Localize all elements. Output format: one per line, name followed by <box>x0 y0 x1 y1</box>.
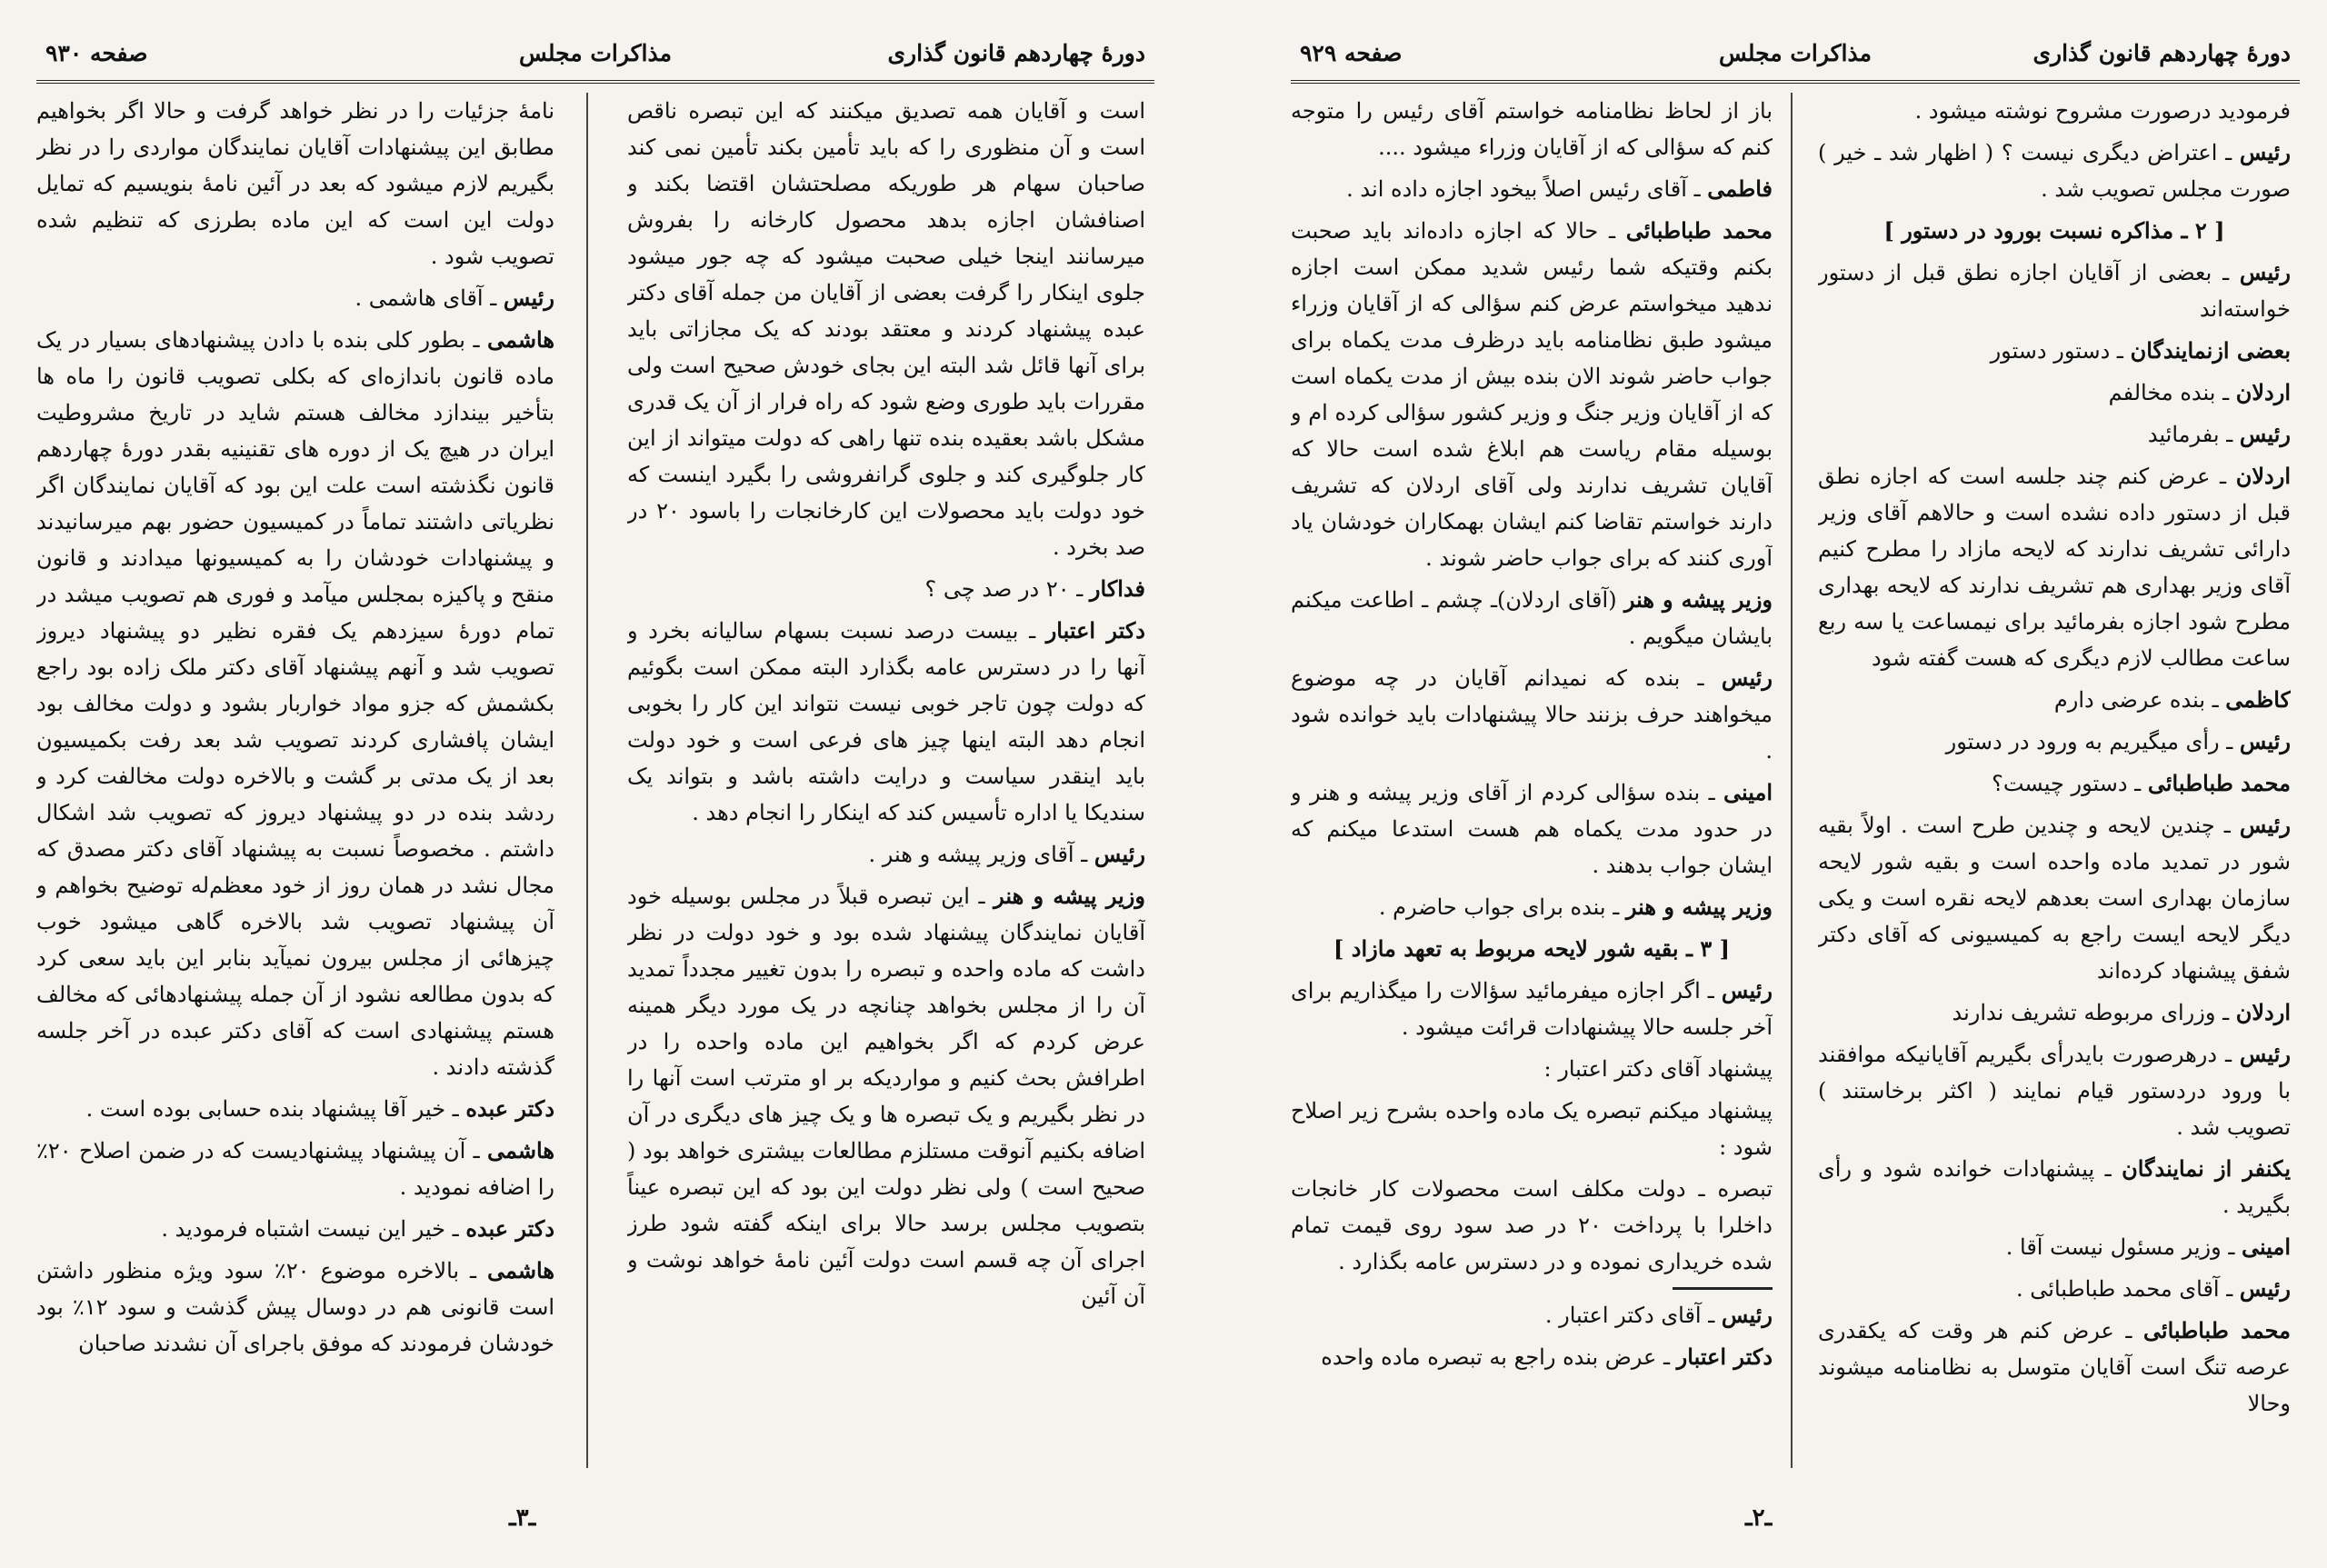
speaker-name: محمد طباطبائی <box>1625 217 1773 244</box>
paragraph-text: ـ بنده سؤالی کردم از آقای وزیر پیشه و هنر و در حدود مدت یکماه هم هست استدعا میکنم که ایشان جواب بدهند . <box>1291 780 1773 878</box>
speech-paragraph <box>36 280 554 316</box>
header-title: مذاکرات مجلس <box>518 40 673 66</box>
running-header <box>36 35 1154 84</box>
header-page-number: صفحه ۹۲۹ <box>1300 40 1403 66</box>
separator-rule <box>1673 1287 1773 1290</box>
paragraph-text: ـ بیست درصد نسبت بسهام سالیانه بخرد و آنها را در دسترس عامه بگذارد البته ممکن است بگوئیم که دولت چون تاجر خوبی نیست نتواند این کار را بخوبی انجام دهد البته اینها چیز های فرعی است و خود دولت باید اینقدر سیاست و درایت داشته باشد و بتواند یک سندیکا یا اداره تأسیس کند که اینکار را انجام دهد . <box>627 618 1145 825</box>
speech-paragraph <box>1291 582 1773 654</box>
speech-paragraph <box>1291 171 1773 207</box>
paragraph-text: ـ اگر اجازه میفرمائید سؤالات را میگذاریم برای آخر جلسه حالا پیشنهادات قرائت میشود . <box>1291 978 1773 1040</box>
speaker-name: هاشمی <box>487 1137 554 1164</box>
paragraph-text: ـ بالاخره موضوع ۲۰٪ سود ویژه منظور داشتن است قانونی هم در دوسال پیش گذشت و سود ۱۲٪ بود خودشان فرمودند که موفق باجرای آن نشدند صاحبان <box>36 1258 554 1356</box>
speech-paragraph <box>1818 682 2291 718</box>
paragraph-text: ـ رأی میگیریم به ورود در دستور <box>1945 729 2240 754</box>
header-session: دورهٔ چهاردهم قانون گذاری <box>887 40 1145 66</box>
speech-paragraph <box>1818 416 2291 453</box>
folio-number: ـ۳ـ <box>509 1504 536 1532</box>
speaker-name: امینی <box>1723 779 1773 805</box>
speech-paragraph <box>1818 375 2291 411</box>
paragraph-text: ـ آقای دکتر اعتبار . <box>1544 1303 1722 1328</box>
paragraph-text: ـ بعضی از آقایان اجازه نطق قبل از دستور خواسته‌اند <box>1818 260 2291 322</box>
speaker-name: وزیر پیشه و هنر <box>1623 586 1773 613</box>
paragraph-text: (آقای اردلان)ـ چشم ـ اطاعت میکنم بایشان میگویم . <box>1291 587 1773 649</box>
paragraph-text: باز از لحاظ نظامنامه خواستم آقای رئیس را متوجه کنم که سؤالی که از آقایان وزراء میشود .... <box>1291 98 1773 160</box>
text-column-left <box>36 93 554 1486</box>
paragraph-text: پیشنهاد میکنم تبصره یک ماده واحده بشرح زیر اصلاح شود : <box>1291 1098 1773 1160</box>
paragraph-text: ـ بنده مخالفم <box>2108 380 2236 405</box>
speaker-name: رئیس <box>1721 664 1773 691</box>
speaker-name: رئیس <box>2239 139 2291 165</box>
speaker-name: فاطمی <box>1707 175 1773 202</box>
page-929 <box>1254 0 2327 1568</box>
paragraph-text: ـ خیر این نیست اشتباه فرمودید . <box>161 1216 466 1242</box>
speech-paragraph <box>627 613 1145 831</box>
speaker-name: وزیر پیشه و هنر <box>1625 894 1773 920</box>
speech-paragraph <box>1291 660 1773 769</box>
text-column-left <box>1291 93 1773 1486</box>
speech-paragraph <box>627 836 1145 873</box>
text-paragraph <box>1291 1051 1773 1087</box>
paragraph-text: ـ وزرای مربوطه تشریف ندارند <box>1952 1000 2236 1025</box>
speech-paragraph <box>1818 458 2291 676</box>
speech-paragraph <box>627 878 1145 1314</box>
speaker-name: رئیس <box>2239 812 2291 838</box>
column-divider <box>586 93 588 1468</box>
folio-number: ـ۲ـ <box>1745 1504 1773 1532</box>
paragraph-text: ـ آقای محمد طباطبائی . <box>2016 1276 2240 1302</box>
column-divider <box>1791 93 1793 1468</box>
paragraph-text: ـ اعتراض دیگری نیست ؟ ( اظهار شد ـ خیر ) صورت مجلس تصویب شد . <box>1818 140 2291 202</box>
speaker-name: دکتر عبده <box>465 1095 554 1122</box>
speech-paragraph <box>1818 994 2291 1031</box>
speaker-name: دکتر اعتبار <box>1676 1343 1773 1370</box>
text-paragraph <box>1291 1171 1773 1280</box>
paragraph-text: ـ بفرمائید <box>2147 422 2240 447</box>
section-heading: [ ۲ ـ مذاکره نسبت بورود در دستور ] <box>1883 217 2225 244</box>
speech-paragraph <box>1818 724 2291 760</box>
paragraph-text: ـ آقای رئیس اصلاً بیخود اجازه داده اند . <box>1346 176 1708 202</box>
speaker-name: اردلان <box>2235 379 2291 405</box>
speaker-name: رئیس <box>1721 977 1773 1004</box>
paragraph-text: تبصره ـ دولت مکلف است محصولات کار خانجات داخلرا با پرداخت ۲۰ در صد سود روی قیمت تمام شده خریداری نموده و در دسترس عامه بگذارد . <box>1291 1176 1773 1274</box>
paragraph-text: ـ آقای هاشمی . <box>355 285 504 311</box>
speech-paragraph <box>1818 135 2291 207</box>
speaker-name: امینی <box>2241 1233 2291 1260</box>
speaker-name: یکنفر از نمایندگان <box>2122 1155 2291 1182</box>
speaker-name: دکتر اعتبار <box>1045 617 1145 644</box>
speech-paragraph <box>36 1133 554 1205</box>
paragraph-text: ـ بنده که نمیدانم آقایان در چه موضوع میخواهند حرف بزنند حالا پیشنهادات باید خوانده شود . <box>1291 665 1773 764</box>
speech-paragraph <box>1818 1151 2291 1223</box>
paragraph-text: ـ دستور چیست؟ <box>1992 771 2148 796</box>
speaker-name: فداکار <box>1089 575 1145 602</box>
speech-paragraph <box>1818 765 2291 802</box>
speech-paragraph <box>1291 213 1773 576</box>
header-page-number: صفحه ۹۳۰ <box>45 40 148 66</box>
paragraph-text: ـ آن پیشنهاد پیشنهادیست که در ضمن اصلاح ۲۰٪ را اضافه نمودید . <box>36 1138 554 1200</box>
speaker-name: رئیس <box>1721 1302 1773 1328</box>
paragraph-text: ـ حالا که اجازه داده‌اند باید صحبت بکنم وقتیکه شما رئیس شدید ممکن است اجازه ندهید میخواستم عرض کنم سؤالی که از آقایان وزراء میشود طبق نظامنامه باید درظرف مدت یکماه برای جواب حاضر شوند الان بنده بیش از مدت یکماه است که از آقایان وزیر جنگ و وزیر کشور سؤالی کرده ام و بوسیله مقام ریاست هم ابلاغ شده است حالا که آقایان تشریف ندارند ولی آقای اردلان که تشریف دارند خواستم تقاضا کنم ایشان بهمکاران خودشان یاد آوری کنند که برای جواب حاضر شوند . <box>1291 218 1773 571</box>
speech-paragraph <box>1818 255 2291 327</box>
running-header <box>1291 35 2300 84</box>
text-paragraph <box>1291 93 1773 165</box>
speaker-name: رئیس <box>2239 259 2291 285</box>
paragraph-text: ـ خیر آقا پیشنهاد بنده حسابی بوده است . <box>85 1096 466 1122</box>
paragraph-text: ـ عرض بنده راجع به تبصره ماده واحده <box>1321 1344 1677 1370</box>
paragraph-text: ـ وزیر مسئول نیست آقا . <box>2005 1234 2242 1260</box>
text-column-right <box>1818 93 2291 1486</box>
paragraph-text: ـ پیشنهادات خوانده شود و رأی بگیرید . <box>1818 1156 2291 1218</box>
speech-paragraph <box>1291 973 1773 1045</box>
speaker-name: رئیس <box>503 285 554 311</box>
speech-paragraph <box>36 1091 554 1127</box>
paragraph-text: نامهٔ جزئیات را در نظر خواهد گرفت و حالا اگر بخواهیم مطابق این پیشنهادات آقایان نمایندگان مواردی را در نظر بگیریم لازم میشود که بعد در آئین نامهٔ بنویسیم که تمایل دولت این است که این ماده بطرزی که تنظیم شده تصویب شود . <box>36 98 554 269</box>
speech-paragraph <box>1818 1036 2291 1145</box>
speech-paragraph <box>36 322 554 1085</box>
speaker-name: رئیس <box>2239 421 2291 447</box>
paragraph-text: ـ درهرصورت بایدرأی بگیریم آقایانیکه موافقند با ورود دردستور قیام نمایند ( اکثر برخاستند ) تصویب شد . <box>1818 1042 2291 1140</box>
speech-paragraph <box>1818 1313 2291 1422</box>
speaker-name: کاظمی <box>2225 686 2291 713</box>
text-column-right <box>627 93 1145 1486</box>
paragraph-text: پیشنهاد آقای دکتر اعتبار : <box>1543 1056 1773 1082</box>
section-heading: [ ۳ ـ بقیه شور لایحه مربوط به تعهد مازاد ] <box>1333 935 1730 962</box>
header-title: مذاکرات مجلس <box>1718 40 1873 66</box>
speech-paragraph <box>1291 889 1773 925</box>
paragraph-text: ـ بنده عرضی دارم <box>2053 687 2226 713</box>
speech-paragraph <box>36 1211 554 1247</box>
speaker-name: رئیس <box>2239 1275 2291 1302</box>
speaker-name: رئیس <box>1094 841 1145 867</box>
speaker-name: محمد طباطبائی <box>2147 770 2291 796</box>
speaker-name: هاشمی <box>487 326 554 353</box>
paragraph-text: ـ دستور دستور <box>1990 338 2131 364</box>
speech-paragraph <box>1818 333 2291 369</box>
speaker-name: اردلان <box>2235 999 2291 1025</box>
paragraph-text: ـ آقای وزیر پیشه و هنر . <box>868 842 1094 867</box>
speaker-name: دکتر عبده <box>465 1215 554 1242</box>
text-paragraph <box>36 93 554 275</box>
paragraph-text: ـ این تبصره قبلاً در مجلس بوسیله خود آقایان نمایندگان پیشنهاد شده بود و خود دولت در نظر داشت که ماده واحده و تبصره را بدون تغییر مجدداً تمدید آن را از مجلس بخواهد چنانچه در یک مورد دیگر همینه عرض کردم که اگر بخواهیم این ماده واحده را در اطرافش بحث کنیم و مواردیکه بر او مترتب است آنها را در نظر بگیریم و یک تبصره ها و یک چیز های دیگری در آن اضافه بکنیم آنوقت مستلزم مطالعات بیشتری خواهد بود ( صحیح است ) ولی نظر دولت این بود که این تبصره عیناً بتصویب مجلس برسد حالا برای اینکه گفته شود طرز اجرای آن چه قسم است دولت آئین نامهٔ خواهد نوشت و آن آئین <box>627 884 1145 1309</box>
speech-paragraph <box>627 571 1145 607</box>
speech-paragraph <box>1818 1229 2291 1265</box>
speech-paragraph <box>1291 1297 1773 1333</box>
speech-paragraph <box>1291 774 1773 884</box>
speaker-name: رئیس <box>2239 728 2291 754</box>
speech-paragraph <box>1291 1339 1773 1375</box>
text-paragraph <box>627 93 1145 565</box>
text-paragraph <box>1818 93 2291 129</box>
text-paragraph <box>1291 1093 1773 1165</box>
speech-paragraph <box>36 1253 554 1362</box>
speaker-name: وزیر پیشه و هنر <box>994 883 1145 909</box>
speech-paragraph <box>1818 807 2291 989</box>
header-session: دورهٔ چهاردهم قانون گذاری <box>2032 40 2291 66</box>
speaker-name: هاشمی <box>487 1257 554 1283</box>
paragraph-text: ـ عرض کنم هر وقت که یکقدری عرصه تنگ است آقایان متوسل به نظامنامه میشوند وحالا <box>1818 1318 2291 1416</box>
speaker-name: محمد طباطبائی <box>2142 1317 2291 1343</box>
paragraph-text: است و آقایان همه تصدیق میکنند که این تبصره ناقص است و آن منظوری را که باید تأمین بکند تأمین نمی کند صاحبان سهام هر طوریکه مصلحتشان اقتضا بکند و اصنافشان اجازه بدهد محصول کارخانه را بفروش میرسانند اینجا خیلی صحبت میشود که چه جور میشود جلوی اینکار را گرفت بعضی از آقایان من جمله آقای دکتر عبده پیشنهاد کردند و معتقد بودند که یک مجازاتی باید برای آنها قائل شد البته این بجای خودش صحیح است ولی مقررات باید طوری وضع شود که راه فرار از آن یک قدری مشکل باشد بعقیده بنده تنها راهی که دولت میتواند از این کار جلوگیری کند و جلوی گرانفروشی را بگیرد اینست که خود دولت باید محصولات این کارخانجات را باسود ۲۰ در صد بخرد . <box>627 98 1145 560</box>
paragraph-text: ـ ۲۰ در صد چی ؟ <box>924 576 1090 602</box>
paragraph-text: فرمودید درصورت مشروح نوشته میشود . <box>1914 98 2291 124</box>
paragraph-text: ـ عرض کنم چند جلسه است که اجازه نطق قبل از دستور داده نشده است و حالاهم آقای وزیر دارائی تشریف ندارند که لایحه مازاد را مطرح کنیم آقای وزیر بهداری هم تشریف ندارند که لایحه بهداری مطرح شود اجازه بفرمائید برای نیمساعت یا سه ربع ساعت مطالب لازم دیگری که هست گفته شود <box>1818 464 2291 671</box>
paragraph-text: ـ بطور کلی بنده با دادن پیشنهادهای بسیار در یک ماده قانون باندازه‌ای که بکلی تصویب قانون را ماه ها بتأخیر بیندازد مخالف هستم شاید در تاریخ مشروطیت ایران در هیچ یک از دوره های تقنینیه بقدر دورهٔ چهاردهم قانون نگذشته است علت این بود که آقایان نمایندگان اگر نظریاتی داشتند تماماً در کمیسیون حضور بهم میرسانیدند و پیشنهادات خودشان را به کمیسیونها میدادند و قانون منقح و پاکیزه بمجلس میآمد و فوری هم تصویب میشد در تمام دورهٔ سیزدهم یک فقره نظیر دو پیشنهاد دیروز تصویب شد و آنهم پیشنهاد آقای دکتر ملک زاده بود راجع بکشمش که جزو مواد خواربار بشود و دولت مخالف بود ایشان پافشاری کردند تصویب شد بعد رفت بکمیسیون بعد از یک مدتی بر گشت و بالاخره دولت مخالفت کرد و ردشد بنده در دو پیشنهاد دیروز که تصویب شد اشکال داشتم . مخصوصاً نسبت به پیشنهاد آقای دکتر مصدق که مجال نشد در همان روز از خود معظم‌له توضیح بخواهم و آن پیشنهاد تصویب شد بالاخره گاهی میشود خوب چیزهائی از مجلس بیرون نمیآید بنابر این باید سعی کرد که بدون مطالعه نشود از آن جمله پیشنهادهائی که مخالف هستم پیشنهادی است که آقای دکتر عبده در آخر جلسه گذشته دادند . <box>36 327 554 1080</box>
speaker-name: بعضی ازنمایندگان <box>2130 337 2291 364</box>
paragraph-text: ـ چندین لایحه و چندین طرح است . اولاً بقیه شور در تمدید ماده واحده است و بقیه شور لایحه سازمان بهداری است بعدهم لایحه نقره است و یکی دیگر لایحه ایست راجع به کمیسیونی که آقای دکتر شفق پیشنهاد کرده‌اند <box>1818 813 2291 984</box>
paragraph-text: ـ بنده برای جواب حاضرم . <box>1378 894 1626 920</box>
speaker-name: رئیس <box>2239 1041 2291 1067</box>
speech-paragraph <box>1818 1271 2291 1307</box>
speaker-name: اردلان <box>2235 463 2291 489</box>
